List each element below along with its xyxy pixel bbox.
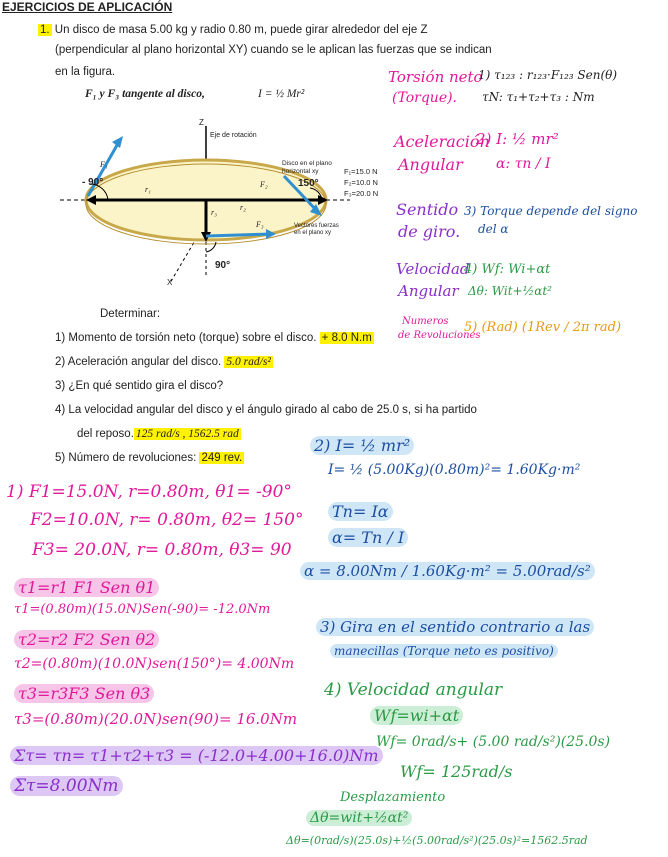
disc-plane-label-2: horizontal xy: [282, 168, 319, 175]
work-torque-sum: [10, 746, 383, 765]
work-sense-line-2: [330, 644, 558, 658]
f3-label: F₃: [256, 220, 264, 229]
work-alpha-formula: [328, 528, 408, 547]
sense-note-text-1: 3) Torque depende del signo: [464, 204, 638, 218]
question-3: 3) ¿En qué sentido gira el disco?: [55, 380, 224, 392]
work-displacement-formula-text: Δθ=wit+½αt²: [306, 810, 412, 826]
force-legend-f3: F₃=20.0 N: [344, 189, 379, 198]
work-torque-3-result: τ3=(0.80m)(20.0N)sen(90)= 16.0Nm: [14, 710, 298, 728]
tangent-note: F₁ y F₃ tangente al disco,: [85, 88, 205, 100]
problem-statement-line-3: en la figura.: [55, 66, 116, 78]
work-newton-rotation-text: Tn= Iα: [328, 502, 393, 521]
rev-note-title-1: Numeros: [402, 316, 449, 327]
work-alpha-formula-text: α= Tn / I: [328, 528, 408, 547]
question-2: [55, 356, 273, 368]
angle-right-label: 150°: [298, 178, 319, 189]
inertia-formula: I = ½ Mr²: [258, 88, 305, 100]
torque-note-title-2: (Torque).: [392, 90, 458, 106]
work-inertia-formula: [310, 436, 414, 455]
question-5-answer: 249 rev.: [201, 452, 243, 464]
problem-statement-line-1: [38, 24, 427, 36]
r3-label: r₃: [211, 208, 217, 217]
vel-note-formula-2: Δθ: Wit+½αt²: [468, 284, 552, 298]
work-sense-line-1-text: 3) Gira en el sentido contrario a las: [316, 618, 594, 636]
determine-label: Determinar:: [100, 308, 161, 320]
force-legend-f2: F₂=10.0 N: [344, 178, 378, 187]
work-forces-line-2: F2=10.0N, r= 0.80m, θ2= 150°: [30, 510, 304, 530]
question-4-answer: 125 rad/s , 1562.5 rad: [135, 428, 239, 440]
question-2-answer: 5.0 rad/s²: [226, 356, 271, 368]
question-2-text: 2) Aceleración angular del disco.: [55, 356, 222, 368]
x-axis-label: X: [167, 278, 173, 287]
accel-note-title-1: Aceleración: [394, 132, 490, 151]
sense-note-title-2: de giro.: [398, 222, 461, 241]
work-velocity-title: 4) Velocidad angular: [324, 680, 503, 700]
angle-bottom-label: 90°: [215, 260, 231, 271]
work-inertia-result: I= ½ (5.00Kg)(0.80m)²= 1.60Kg·m²: [328, 462, 581, 478]
work-torque-total: [10, 776, 123, 796]
work-sense-line-2-text: manecillas (Torque neto es positivo): [330, 644, 558, 658]
angle-left-label: - 90°: [82, 177, 104, 188]
force-legend-f1: F₁=15.0 N: [344, 167, 378, 176]
work-velocity-formula: [370, 706, 463, 725]
work-inertia-formula-text: 2) I= ½ mr²: [310, 436, 414, 455]
vel-note-formula-1: 4) Wf: Wi+αt: [464, 262, 551, 277]
work-velocity-result: Wf= 125rad/s: [400, 762, 513, 781]
torque-note-title-1: Torsión neto: [388, 68, 483, 86]
work-torque-2-result: τ2=(0.80m)(10.0N)sen(150°)= 4.00Nm: [14, 656, 295, 672]
question-1: [55, 332, 374, 344]
sense-note-text-2: del α: [478, 222, 509, 236]
disc-figure: [60, 118, 365, 288]
work-velocity-substitution: Wf= 0rad/s+ (5.00 rad/s²)(25.0s): [376, 734, 611, 750]
statement-text: Un disco de masa 5.00 kg y radio 0.80 m, puede girar alrededor del eje Z: [54, 24, 428, 36]
vectors-label-2: en el plano xy: [294, 230, 332, 236]
work-displacement-result: Δθ=(0rad/s)(25.0s)+½(5.00rad/s²)(25.0s)²=1562.5rad: [286, 834, 588, 847]
question-5-text: 5) Número de revoluciones:: [55, 452, 197, 464]
work-alpha-result-text: α = 8.00Nm / 1.60Kg·m² = 5.00rad/s²: [300, 562, 595, 580]
work-torque-2-formula: [14, 630, 159, 649]
problem-number: 1.: [40, 24, 50, 36]
work-torque-2-formula-text: τ2=r2 F2 Sen θ2: [14, 630, 159, 649]
vectors-label-1: Vectores fuerzas: [294, 223, 339, 229]
question-4-cont-text: del reposo.: [77, 428, 134, 440]
page-title: EJERCICIOS DE APLICACIÓN: [2, 0, 173, 14]
work-torque-3-formula-text: τ3=r3F3 Sen θ3: [14, 684, 154, 703]
work-forces-line-3: F3= 20.0N, r= 0.80m, θ3= 90: [32, 540, 292, 560]
work-velocity-formula-text: Wf=wi+αt: [370, 706, 463, 725]
sense-note-title-1: Sentido: [396, 200, 459, 219]
accel-note-formula-1: 2) I: ½ mr²: [476, 130, 559, 148]
rotation-axis-label: Eje de rotación: [210, 132, 257, 139]
question-4-cont: [77, 428, 241, 440]
accel-note-title-2: Angular: [398, 155, 463, 174]
work-sense-line-1: [316, 618, 594, 636]
work-torque-sum-text: Στ= τn= τ1+τ2+τ3 = (-12.0+4.00+16.0)Nm: [10, 746, 383, 765]
r1-label: r₁: [145, 185, 151, 194]
rev-note-title-2: de Revoluciones: [398, 330, 481, 341]
force-legend: [344, 166, 378, 199]
work-alpha-result: [300, 562, 595, 580]
question-5: [55, 452, 244, 464]
problem-statement-line-2: (perpendicular al plano horizontal XY) cuando se le aplican las fuerzas que se indican: [55, 44, 492, 56]
question-1-answer: + 8.0 N.m: [321, 332, 372, 344]
disc-diagram-svg: [60, 118, 365, 288]
vel-note-title-2: Angular: [398, 282, 459, 300]
work-torque-1-formula: [14, 578, 159, 597]
work-torque-1-formula-text: τ1=r1 F1 Sen θ1: [14, 578, 159, 597]
accel-note-formula-2: α: τn / I: [496, 156, 551, 172]
work-newton-rotation: [328, 502, 393, 521]
question-4: 4) La velocidad angular del disco y el ángulo girado al cabo de 25.0 s, si ha partido: [55, 404, 477, 416]
disc-plane-label-1: Disco en el plano: [282, 160, 332, 167]
rev-note-formula: 5) (Rad) (1Rev / 2π rad): [464, 320, 622, 335]
work-displacement-title: Desplazamiento: [340, 790, 446, 805]
torque-note-formula-1: 1) τ₁₂₃ : r₁₂₃·F₁₂₃ Sen(θ): [478, 68, 618, 82]
f2-label: F₂: [260, 180, 268, 189]
work-forces-line-1: 1) F1=15.0N, r=0.80m, θ1= -90°: [6, 482, 292, 502]
vel-note-title-1: Velocidad: [396, 260, 470, 278]
work-torque-total-text: Στ=8.00Nm: [10, 776, 123, 796]
work-displacement-formula: [306, 810, 412, 826]
z-axis-label: Z: [199, 118, 204, 127]
r2-label: r₂: [240, 203, 246, 212]
f1-label: F₁: [100, 160, 108, 169]
work-torque-3-formula: [14, 684, 154, 703]
torque-note-formula-2: τN: τ₁+τ₂+τ₃ : Nm: [482, 90, 595, 104]
question-1-text: 1) Momento de torsión neto (torque) sobre el disco.: [55, 332, 317, 344]
work-torque-1-result: τ1=(0.80m)(15.0N)Sen(-90)= -12.0Nm: [14, 602, 271, 617]
